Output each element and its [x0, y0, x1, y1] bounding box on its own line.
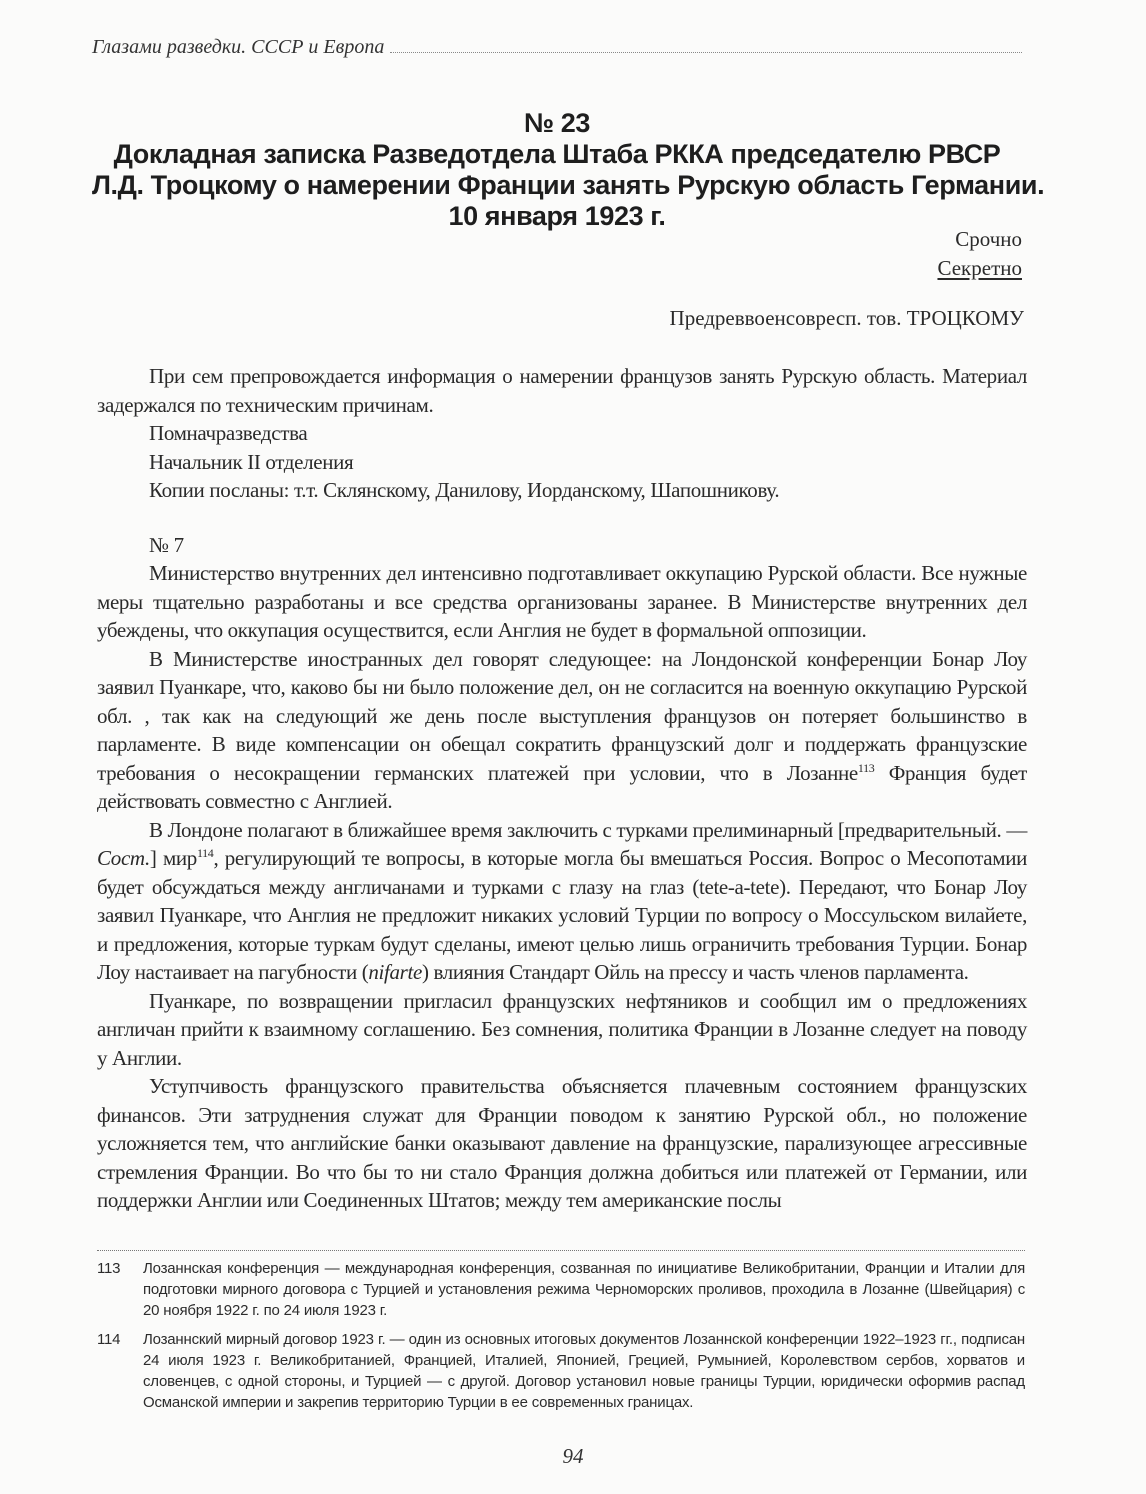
report-paragraph-5: Уступчивость французского правительства объясняется плачевным состоянием французских финансов. Эти затруднения служат для Франции поводом к занятию Рурской обл., но положение усложняется тем, что английские банки оказывают давление на французские, парализующее агрессивные стремления Франции. Во что бы то ни стало Франция должна добиться или платежей от Германии, или поддержки Англии или Соединенных Штатов; между тем американские послы: [97, 1074, 1027, 1212]
signature-deputy: Помначразведства: [149, 421, 308, 445]
report-paragraph-3: [97, 816, 1027, 987]
text-run: Франция будет действовать совместно с Англией.: [97, 760, 1027, 813]
text-run: , регулирующий те вопросы, в которые могла бы вмешаться Россия. Вопрос о Месопотамии будет обсуждаться между англичанами и турками с глазу на глаз (tete-a-tete). Передают, что Бонар Лоу заявил Пуанкаре, что Англия не предложит никаких условий Турции по вопросу о Моссульском вилайете, и предложения, которые туркам будут сделаны, имеют целью лишь ограничить требования Турции. Бонар Лоу настаивает на пагубности (: [97, 846, 1027, 984]
signature-section-chief: Начальник II отделения: [149, 449, 354, 474]
editor-note: Сост.: [97, 846, 150, 870]
foreign-term: nifarte: [368, 960, 422, 984]
footnote-number: 114: [97, 1331, 121, 1348]
report-paragraph-4: Пуанкаре, по возвращении пригласил французских нефтяников и сообщил им о предложениях англичан прийти к взаимному соглашению. Без сомнения, политика Франции в Лозанне следует на поводу у Англии.: [97, 988, 1027, 1070]
report-paragraph-1: Министерство внутренних дел интенсивно подготавливает оккупацию Рурской области. Все нужные меры тщательно разработаны и все средства организованы заранее. В Министерстве внутренних дел убеждены, что оккупация осуществится, если Англия не будет в формальной оппозиции.: [97, 561, 1027, 642]
document-date: 10 января 1923 г.: [448, 201, 666, 231]
footnote-separator: [97, 1250, 1025, 1251]
report-paragraph-2: [97, 645, 1027, 816]
footnote-text: Лозаннский мирный договор 1923 г. — один из основных итоговых документов Лозаннской конференции 1922–1923 гг., подписан 24 июля 1923 г. Великобританией, Францией, Италией, Японией, Грецией, Румынией, Королевством сербов, хорватов и словенцев, с одной стороны, и Турцией — с другой. Договор установил новые границы Турции, юридически оформив распад Османской империи и закрепив территорию Турции в ее современных границах.: [143, 1331, 1025, 1411]
document-title-block: [92, 108, 1045, 232]
text-run: ] мир: [149, 846, 197, 870]
urgent-mark: Срочно: [955, 227, 1022, 251]
report-number: № 7: [149, 532, 184, 557]
text-run: В Министерстве иностранных дел говорят следующее: на Лондонской конференции Бонар Лоу заявил Пуанкаре, что, каково бы ни было положение дел, он не согласится на военную оккупацию Рурской обл. , так как на следующий же день после выступления французов он потеряет большинство в парламенте. В виде компенсации он обещал сократить французский долг и поддержать французские требования о несокращении германских платежей при условии, что в Лозанне: [97, 646, 1027, 785]
footnote-text: Лозаннская конференция — международная конференция, созванная по инициативе Великобритании, Франции и Италии для подготовки мирного договора с Турцией и установления режима Черноморских проливов, проходила в Лозанне (Швейцария) с 20 ноября 1922 г. по 24 июля 1923 г.: [143, 1260, 1025, 1319]
document-body: [97, 362, 1027, 1215]
text-run: ) влияния Стандарт Ойль на прессу и часть членов парламента.: [421, 960, 969, 984]
running-head-title: Глазами разведки. СССР и Европа: [92, 36, 385, 58]
footnote-114: [97, 1329, 1025, 1413]
page-number: 94: [562, 1444, 584, 1468]
text-run: В Лондоне полагают в ближайшее время заключить с турками прелиминарный [предварительный. —: [149, 817, 1027, 842]
footnote-ref-114[interactable]: 114: [196, 846, 214, 860]
footnote-ref-113[interactable]: 113: [857, 760, 875, 775]
footnote-number: 113: [97, 1260, 121, 1277]
cover-paragraph: При сем препровождается информация о намерении французов занять Рурскую область. Материал задержался по техническим причинам.: [97, 364, 1027, 417]
addressee: Предреввоенсовресп. тов. ТРОЦКОМУ: [669, 306, 1024, 330]
secret-mark: Секретно: [937, 256, 1022, 280]
copies-line: Копии посланы: т.т. Склянскому, Данилову, Иорданскому, Шапошникову.: [149, 478, 780, 502]
footnote-113: [97, 1258, 1025, 1321]
running-head: [92, 36, 1022, 59]
footnotes: [97, 1258, 1025, 1421]
document-title-line-2: Л.Д. Троцкому о намерении Франции занять Рурскую область Германии.: [92, 170, 1045, 200]
document-title-line-1: Докладная записка Разведотдела Штаба РККА председателю РВСР: [113, 139, 1001, 169]
classification-marks: [937, 225, 1022, 283]
document-number: № 23: [523, 108, 591, 138]
running-head-rule: [390, 52, 1022, 53]
spacer: [97, 505, 1027, 531]
